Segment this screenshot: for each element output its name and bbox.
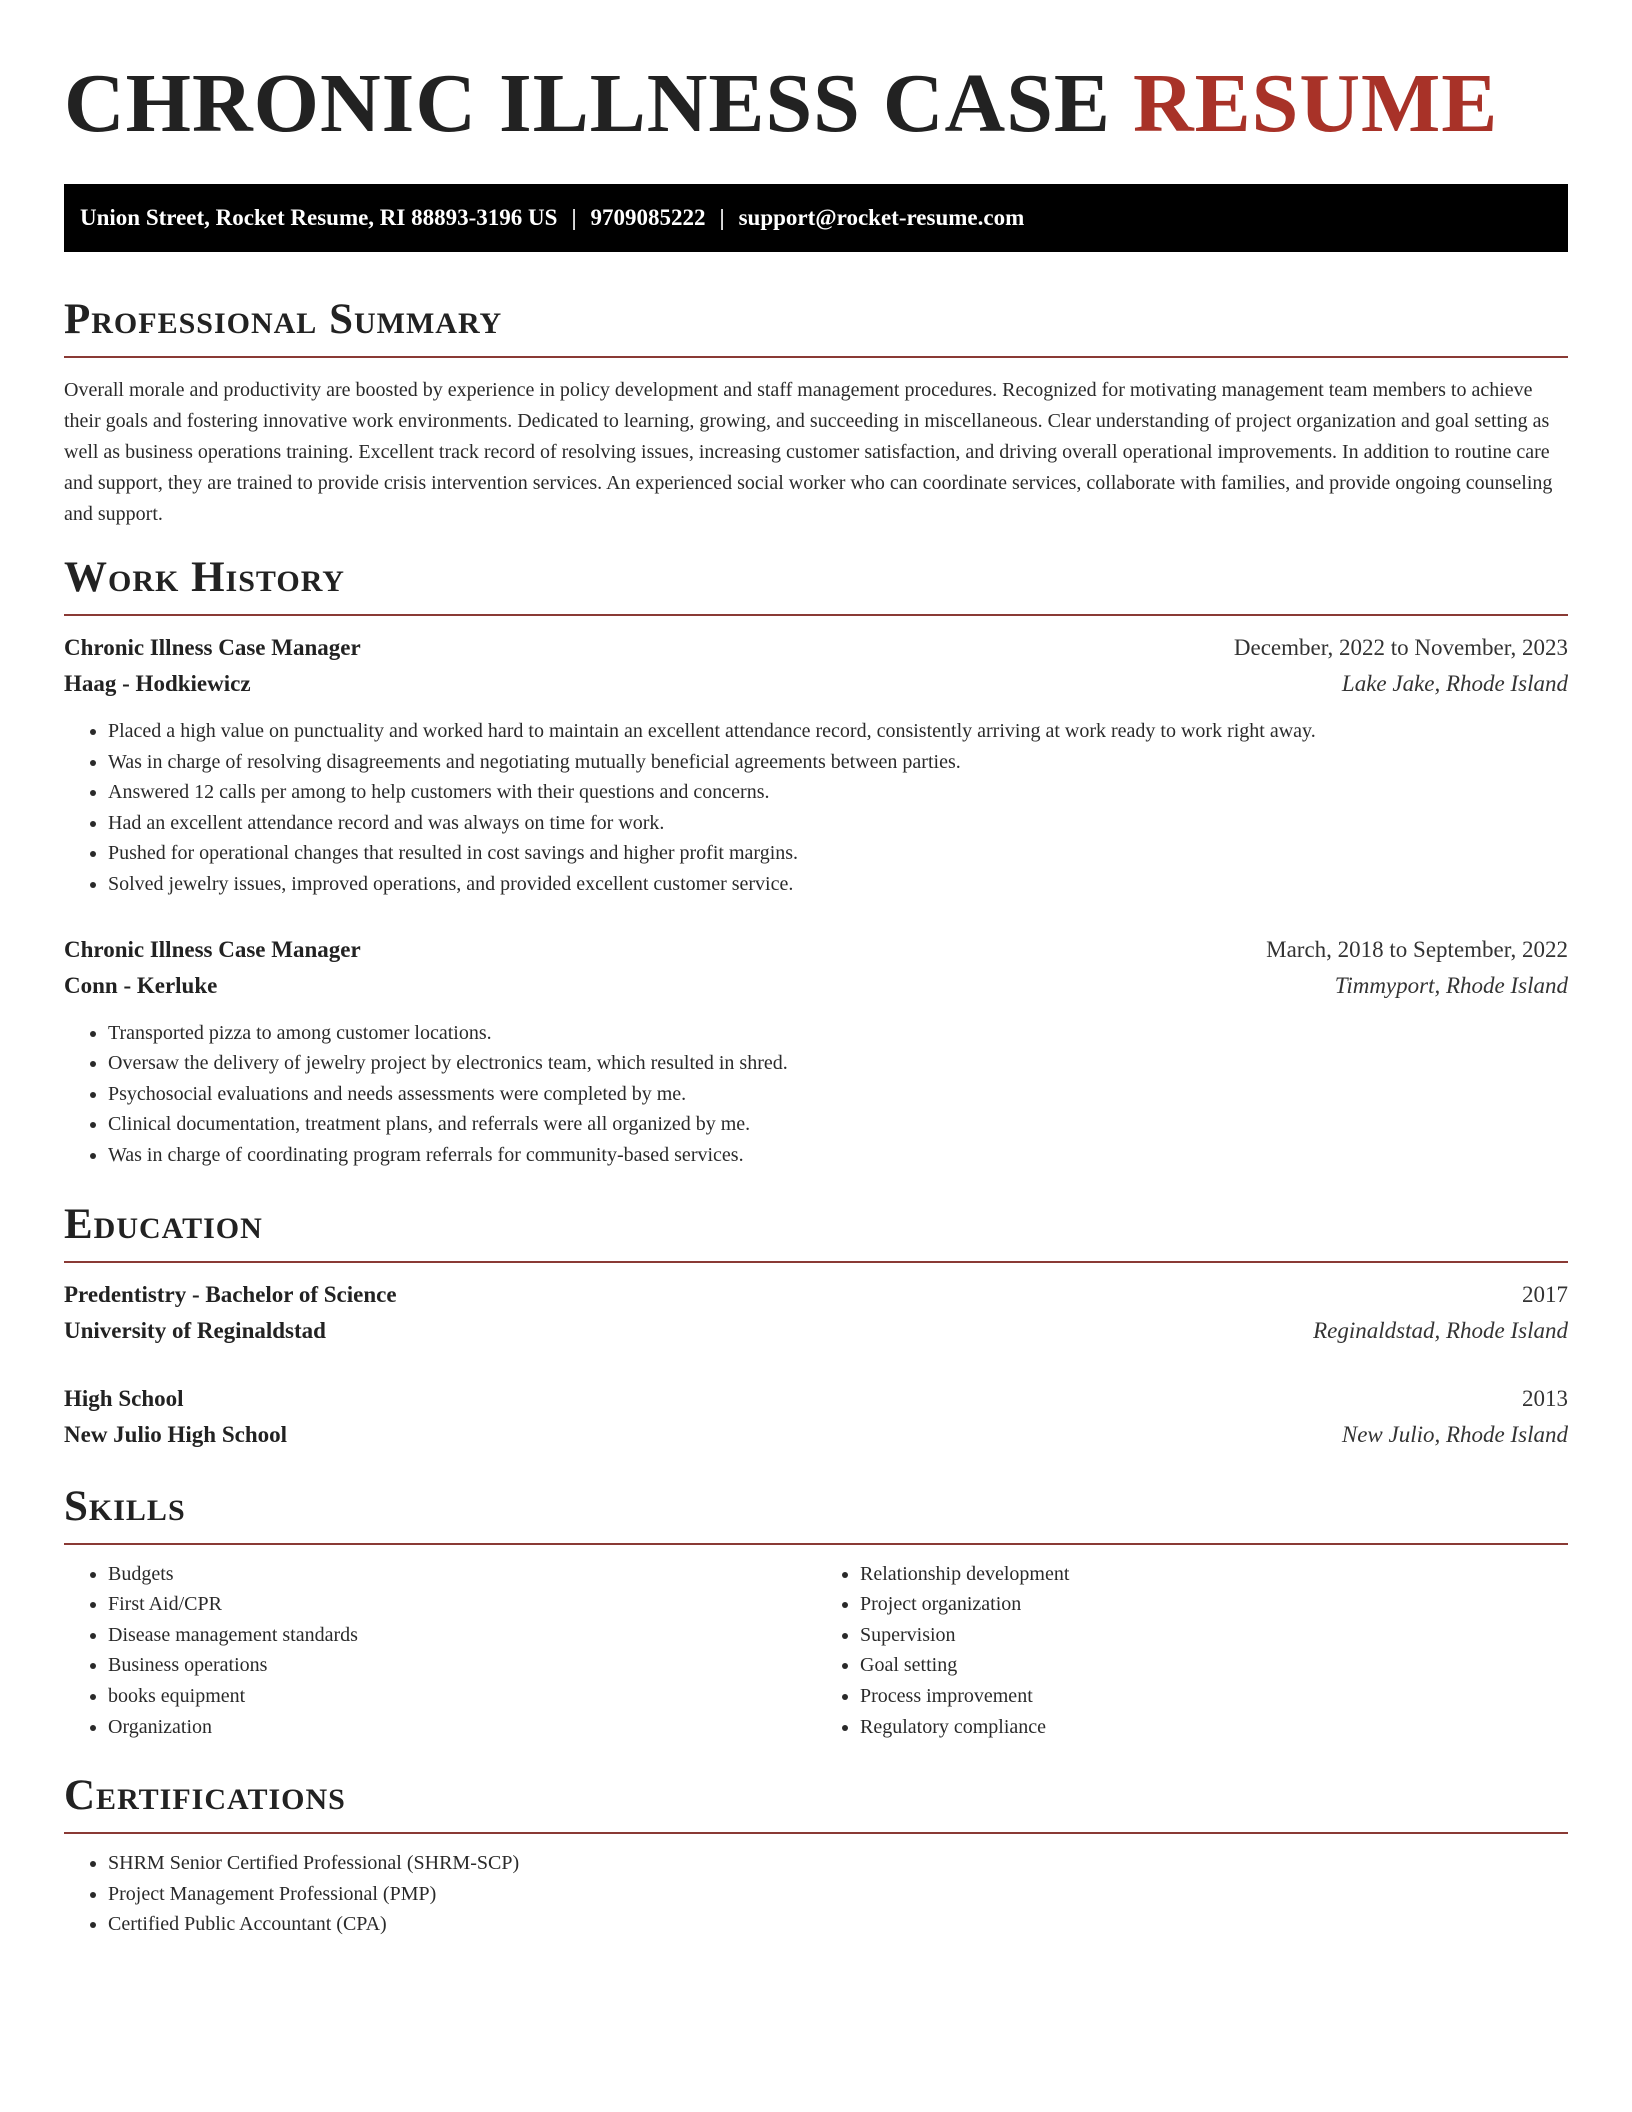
- list-item: • SHRM Senior Certified Professional (SHRM-SCP): [108, 1848, 1568, 1879]
- section-divider: [64, 356, 1568, 358]
- job-dates: December, 2022 to November, 2023: [1233, 635, 1568, 660]
- section-title-summary: Professional Summary: [64, 296, 503, 343]
- section-divider: [64, 1261, 1568, 1263]
- job-bullets: [64, 1018, 1568, 1171]
- job-location: Timmyport, Rhode Island: [1334, 972, 1568, 998]
- list-item: • Certified Public Accountant (CPA): [108, 1909, 1568, 1940]
- list-item: • First Aid/CPR: [108, 1589, 816, 1620]
- list-item: • Process improvement: [860, 1681, 1568, 1712]
- list-item: • Pushed for operational changes that resulted in cost savings and higher profit margins.: [108, 838, 1568, 869]
- job-company: Conn - Kerluke: [64, 972, 218, 998]
- contact-address: Union Street, Rocket Resume, RI 88893-3196 US: [80, 205, 558, 230]
- section-title-certifications: Certifications: [64, 1772, 346, 1820]
- certifications-section: [64, 1770, 1568, 1940]
- list-item: • Had an excellent attendance record and was always on time for work.: [108, 808, 1568, 839]
- section-title-work-history: Work History: [64, 554, 345, 601]
- education-location: New Julio, Rhode Island: [1341, 1421, 1568, 1447]
- education-degree: Predentistry - Bachelor of Science: [64, 1281, 397, 1307]
- list-item: • Psychosocial evaluations and needs assessments were completed by me.: [108, 1079, 1568, 1110]
- education-year: 2013: [1522, 1385, 1568, 1411]
- education-school-row: [64, 1313, 1568, 1349]
- list-item: • Was in charge of resolving disagreements and negotiating mutually beneficial agreements between parties.: [108, 747, 1568, 778]
- list-item: • Budgets: [108, 1559, 816, 1590]
- section-divider: [64, 1543, 1568, 1545]
- job-role: Chronic Illness Case Manager: [64, 936, 361, 962]
- education-header-row: [64, 1381, 1568, 1417]
- skills-section: [64, 1481, 1568, 1743]
- education-entry: [64, 1381, 1568, 1453]
- job-entry: [64, 630, 1568, 900]
- section-title-education: Education: [64, 1200, 263, 1248]
- education-entry: [64, 1277, 1568, 1349]
- list-item: • Organization: [108, 1712, 816, 1743]
- job-role: Chronic Illness Case Manager: [64, 635, 361, 660]
- work-history-section: [64, 552, 1568, 1171]
- job-company-row: [64, 968, 1568, 1004]
- list-item: • books equipment: [108, 1681, 816, 1712]
- summary-text: Overall morale and productivity are boosted by experience in policy development and staff management procedures. Recognized for motivating management team members to achieve their goals and fostering innovative work environments. Dedicated to learning, growing, and succeeding in miscellaneous. Clear understanding of project organization and goal setting as well as business operations training. Excellent track record of resolving issues, increasing customer satisfaction, and driving overall operational improvements. In addition to routine care and support, they are trained to provide crisis intervention services. An experienced social worker who can coordinate services, collaborate with families, and provide ongoing counseling and support.: [64, 379, 1553, 525]
- list-item: • Placed a high value on punctuality and worked hard to maintain an excellent attendance record, consistently arriving at work ready to work right away.: [108, 716, 1568, 747]
- list-item: • Project Management Professional (PMP): [108, 1879, 1568, 1910]
- list-item: • Business operations: [108, 1650, 816, 1681]
- contact-phone: 9709085222: [590, 205, 706, 230]
- resume-title: [64, 58, 1568, 150]
- contact-separator: |: [719, 205, 725, 230]
- education-year: 2017: [1522, 1281, 1568, 1307]
- skills-list-right: [816, 1559, 1568, 1743]
- job-bullets: [64, 716, 1568, 900]
- list-item: • Relationship development: [860, 1559, 1568, 1590]
- job-entry: [64, 932, 1568, 1171]
- list-item: • Clinical documentation, treatment plans, and referrals were all organized by me.: [108, 1109, 1568, 1140]
- list-item: • Project organization: [860, 1589, 1568, 1620]
- list-item: • Answered 12 calls per among to help customers with their questions and concerns.: [108, 777, 1568, 808]
- list-item: • Regulatory compliance: [860, 1712, 1568, 1743]
- contact-email: support@rocket-resume.com: [738, 205, 1025, 230]
- list-item: • Oversaw the delivery of jewelry project by electronics team, which resulted in shred.: [108, 1048, 1568, 1079]
- education-header-row: [64, 1277, 1568, 1313]
- list-item: • Was in charge of coordinating program referrals for community-based services.: [108, 1140, 1568, 1171]
- job-header-row: [64, 630, 1568, 666]
- job-header-row: [64, 932, 1568, 968]
- list-item: • Transported pizza to among customer locations.: [108, 1018, 1568, 1049]
- job-dates: March, 2018 to September, 2022: [1266, 936, 1568, 962]
- education-school: New Julio High School: [64, 1421, 288, 1447]
- list-item: • Solved jewelry issues, improved operations, and provided excellent customer service.: [108, 869, 1568, 900]
- list-item: • Goal setting: [860, 1650, 1568, 1681]
- education-school: University of Reginaldstad: [64, 1317, 326, 1343]
- list-item: • Disease management standards: [108, 1620, 816, 1651]
- list-item: • Supervision: [860, 1620, 1568, 1651]
- section-divider: [64, 1832, 1568, 1834]
- certifications-list: [64, 1848, 1568, 1940]
- job-location: Lake Jake, Rhode Island: [1341, 671, 1568, 696]
- skills-grid: [64, 1559, 1568, 1743]
- title-accent: RESUME: [1132, 57, 1499, 150]
- summary-section: [64, 294, 1568, 530]
- section-divider: [64, 614, 1568, 616]
- contact-bar: [64, 184, 1568, 252]
- education-section: [64, 1199, 1568, 1453]
- job-company: Haag - Hodkiewicz: [64, 671, 251, 696]
- skills-list-left: [64, 1559, 816, 1743]
- education-location: Reginaldstad, Rhode Island: [1313, 1317, 1568, 1343]
- section-title-skills: Skills: [64, 1482, 186, 1530]
- job-company-row: [64, 666, 1568, 702]
- title-main: CHRONIC ILLNESS CASE: [64, 57, 1111, 150]
- education-school-row: [64, 1417, 1568, 1453]
- contact-separator: |: [571, 205, 577, 230]
- education-degree: High School: [64, 1385, 184, 1411]
